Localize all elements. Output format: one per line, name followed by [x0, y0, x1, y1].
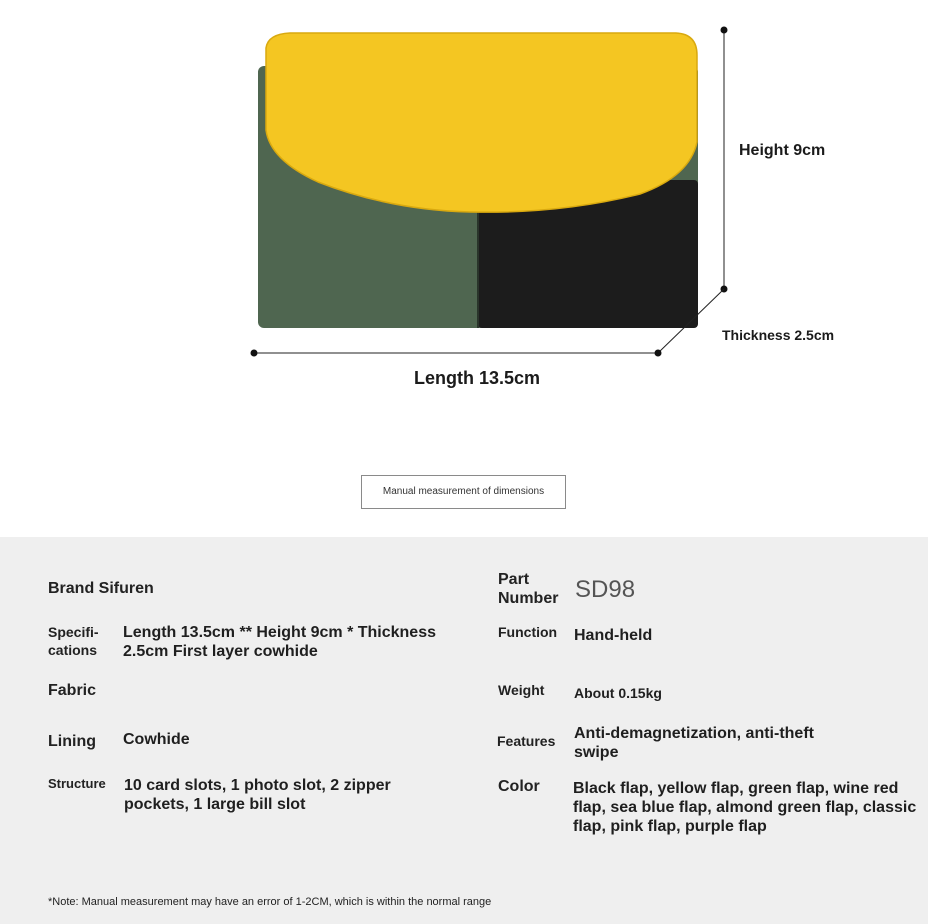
weight-value: About 0.15kg: [574, 685, 662, 701]
weight-label: Weight: [498, 682, 545, 698]
height-dimension-label: Height 9cm: [739, 142, 826, 159]
length-dimension-label: Length 13.5cm: [414, 368, 541, 388]
specifications-value: Length 13.5cm ** Height 9cm * Thickness 2.5cm First layer cowhide: [123, 624, 436, 660]
part-number-value: SD98: [575, 576, 636, 603]
fabric-label: Fabric: [48, 682, 97, 699]
features-label: Features: [497, 733, 556, 749]
structure-value: 10 card slots, 1 photo slot, 2 zipper pockets, 1 large bill slot: [124, 777, 391, 813]
lining-value: Cowhide: [123, 731, 190, 748]
thickness-dimension-label: Thickness 2.5cm: [722, 327, 835, 343]
color-label: Color: [498, 778, 540, 795]
structure-label: Structure: [48, 776, 106, 791]
specifications-label: Specifi- cations: [48, 624, 99, 658]
brand-label: Brand Sifuren: [48, 580, 154, 597]
function-label: Function: [498, 624, 558, 640]
lining-label: Lining: [48, 733, 96, 750]
function-value: Hand-held: [574, 627, 653, 644]
measurement-note: *Note: Manual measurement may have an error of 1-2CM, which is within the normal range: [48, 896, 492, 908]
measurement-caption: Manual measurement of dimensions: [361, 475, 566, 509]
wallet-yellow-flap: [266, 33, 697, 212]
color-value: Black flap, yellow flap, green flap, wine red flap, sea blue flap, almond green flap, classic flap, pink flap, purple flap: [573, 780, 917, 835]
features-value: Anti-demagnetization, anti-theft swipe: [574, 725, 814, 761]
part-number-label: Part Number: [498, 571, 559, 607]
